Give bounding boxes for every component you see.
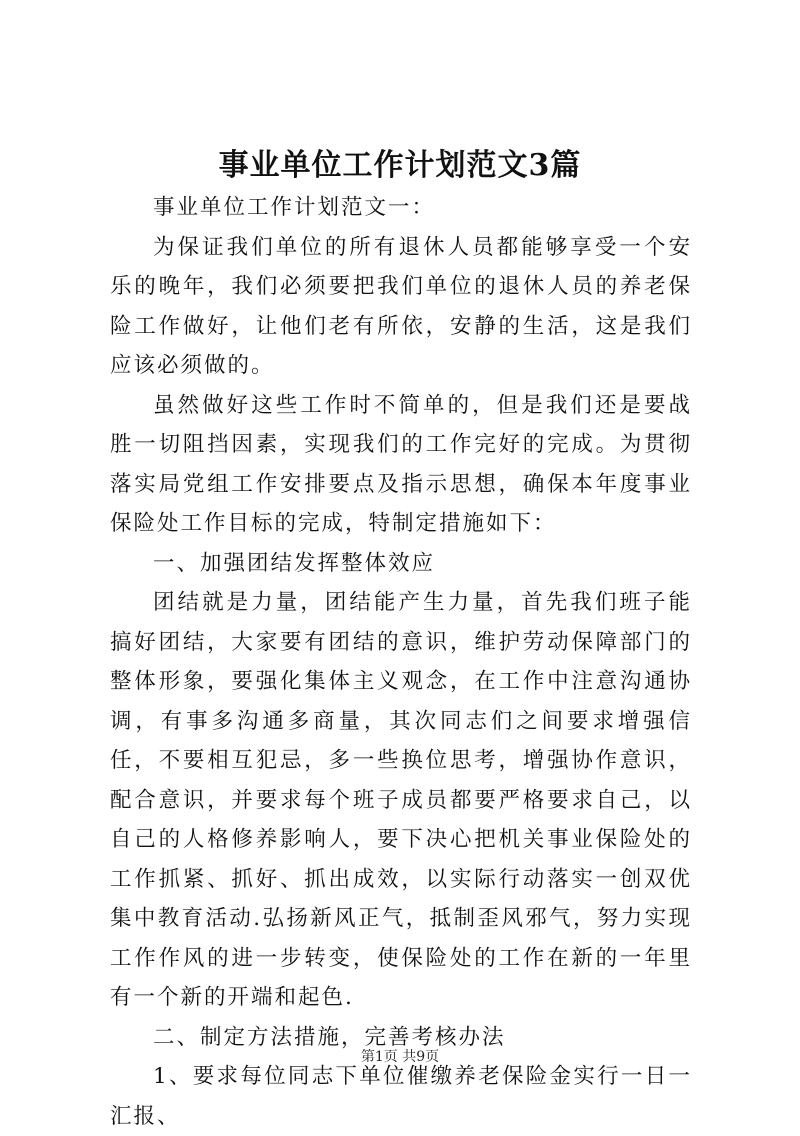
paragraph-intro-heading: 事业单位工作计划范文一： — [153, 195, 436, 220]
paragraph-retirement: 为保证我们单位的所有退休人员都能够享受一个安乐的晚年，我们必须要把我们单位的退休人员的养老保险工作做好，让他们老有所依，安静的生活，这是我们应该必须做的。 — [110, 234, 692, 378]
section-heading-2: 二、制定方法措施，完善考核办法 — [153, 1024, 506, 1050]
section-heading-1: 一、加强团结发挥整体效应 — [153, 550, 436, 576]
document-title: 事业单位工作计划范文3篇 — [218, 148, 582, 183]
paragraph-unity: 团结就是力量，团结能产生力量，首先我们班子能搞好团结，大家要有团结的意识，维护劳动保障部门的整体形象，要强化集体主义观念，在工作中注意沟通协调，有事多沟通多商量，其次同志们之间要求增强信任，不要相互犯忌，多一些换位思考，增强协作意识，配合意识，并要求每个班子成员都要严格要求自己，以自己的人格修养影响人，要下决心把机关事业保险处的工作抓紧、抓好、抓出成效，以实际行动落实一创双优集中教育活动.弘扬新风正气，抵制歪风邪气，努力实现工作作风的进一步转变，使保险处的工作在新的一年里有一个新的开端和起色. — [110, 590, 692, 1010]
page-number: 第1页 共9页 — [360, 1049, 440, 1065]
paragraph-measures: 虽然做好这些工作时不简单的，但是我们还是要战胜一切阻挡因素，实现我们的工作完好的完成。为贯彻落实局党组工作安排要点及指示思想，确保本年度事业保险处工作目标的完成，特制定措施如下： — [110, 392, 692, 536]
document-body — [110, 188, 692, 1136]
paragraph-item-1: 1、要求每位同志下单位催缴养老保险金实行一日一汇报、 — [110, 1064, 692, 1129]
